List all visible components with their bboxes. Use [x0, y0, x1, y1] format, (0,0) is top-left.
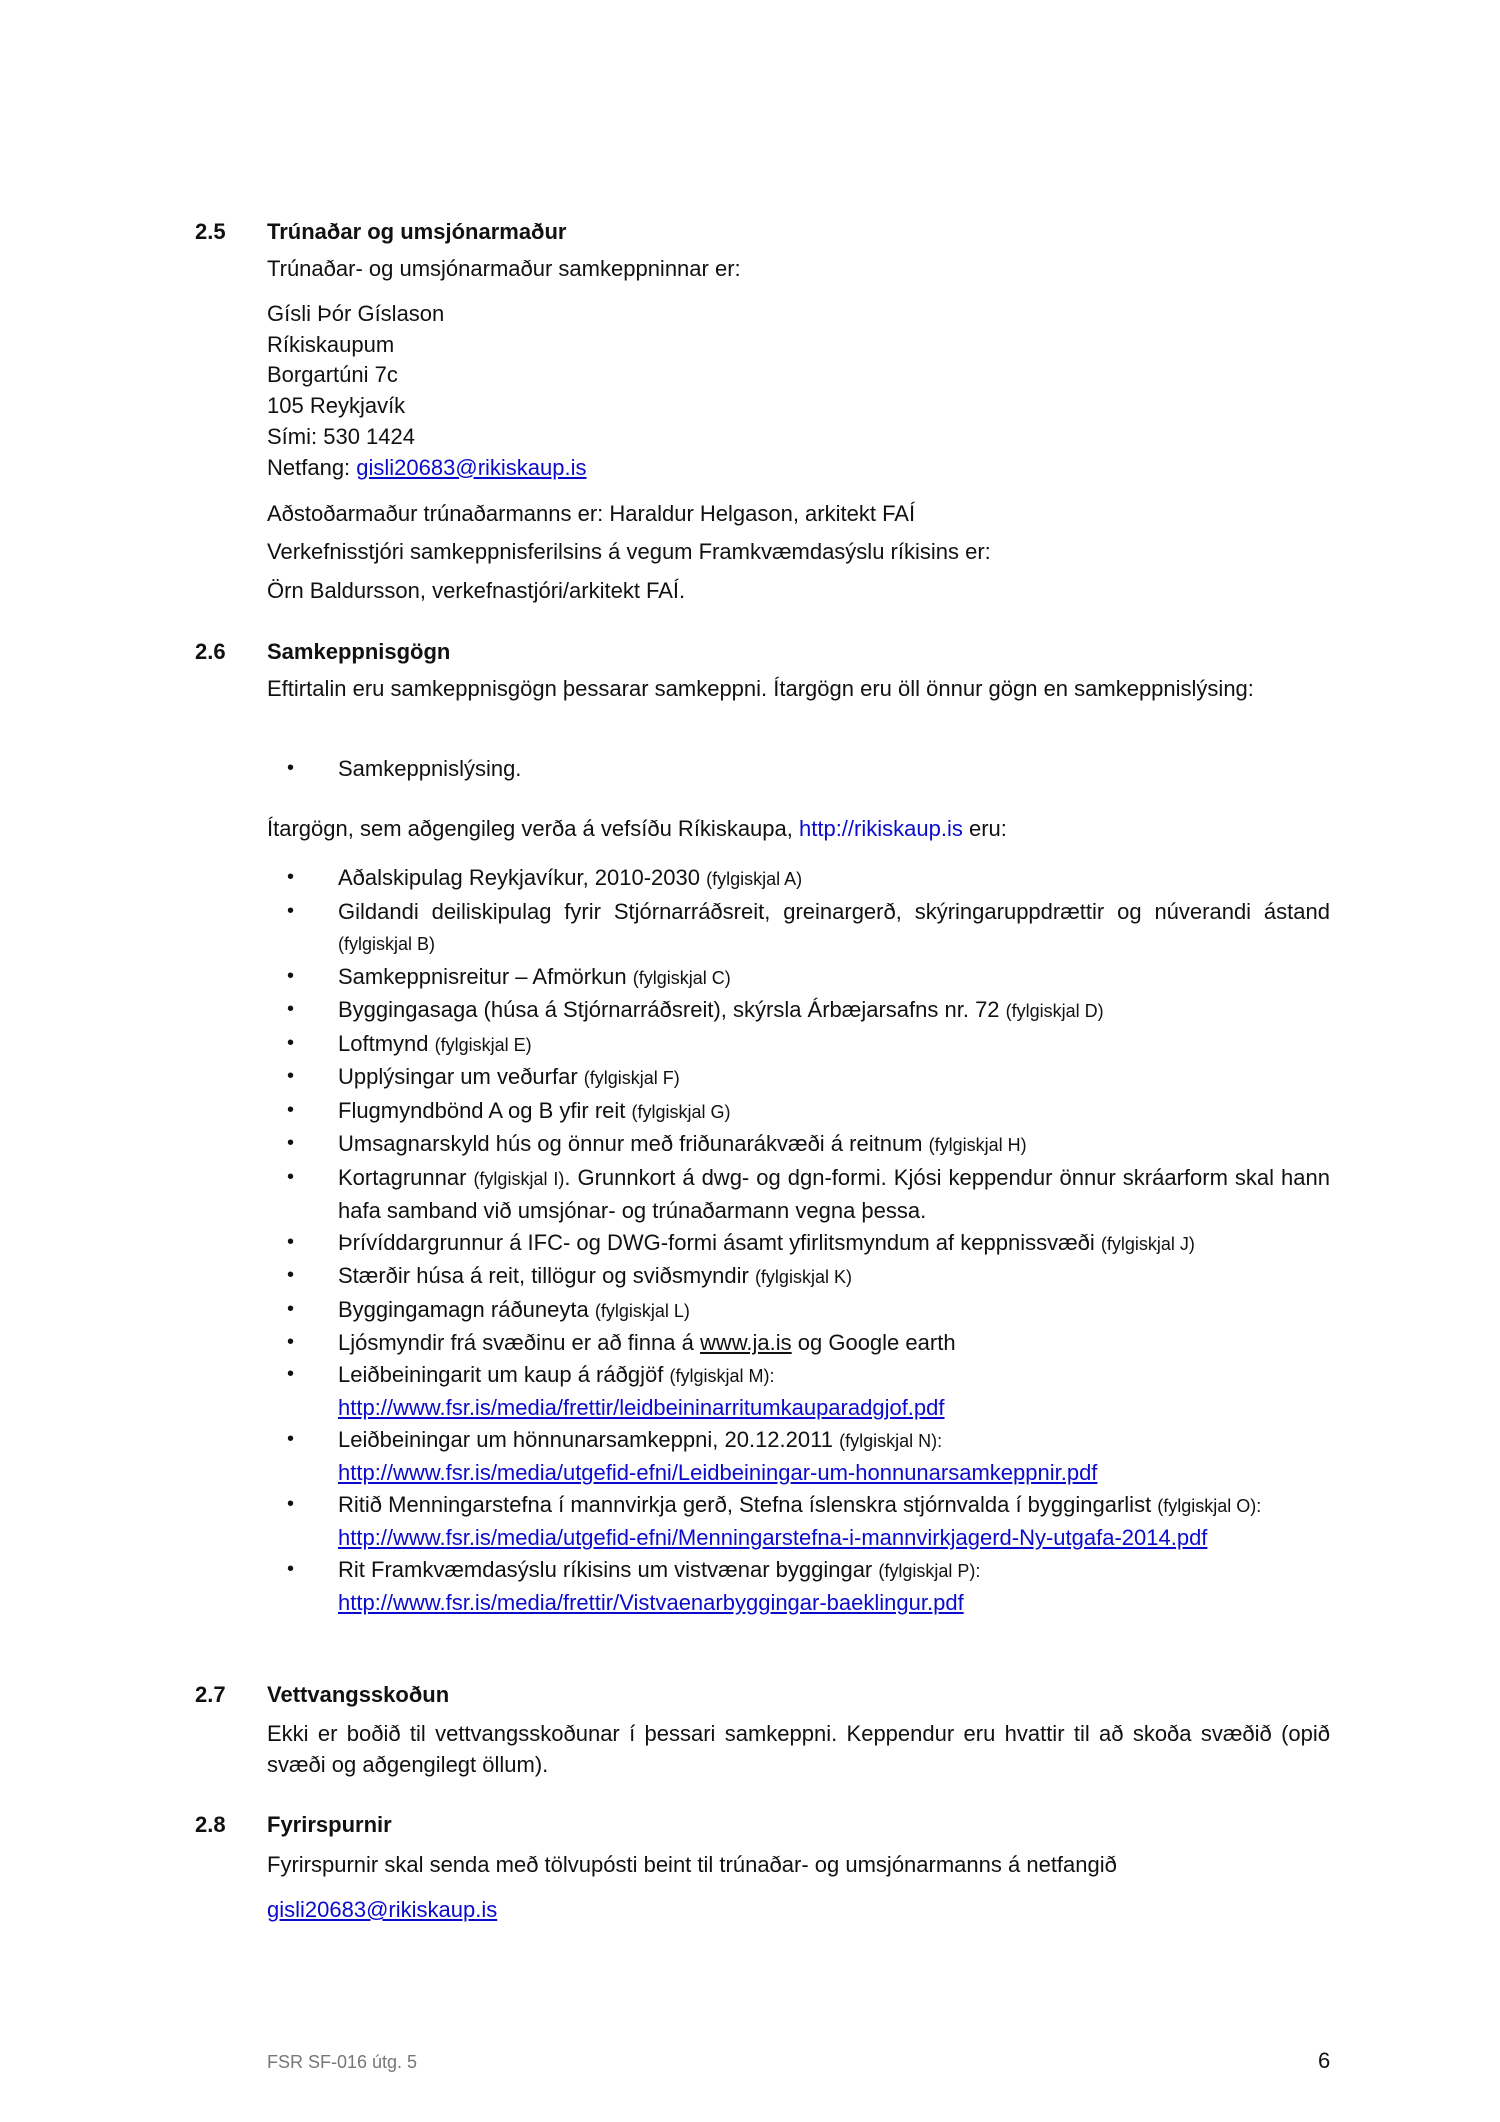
- list-item-text: Stærðir húsa á reit, tillögur og sviðsmyndir: [338, 1263, 755, 1288]
- bullet-icon: •: [287, 1230, 295, 1253]
- attachment-note: (fylgiskjal N):: [839, 1430, 943, 1451]
- bullet-icon: •: [287, 964, 295, 987]
- text: Ítargögn, sem aðgengileg verða á vefsíðu Ríkiskaupa,: [267, 816, 799, 841]
- page-number: 6: [1318, 2048, 1331, 2073]
- attachment-note: (fylgiskjal K): [754, 1267, 852, 1287]
- list-item: [267, 1260, 1330, 1294]
- text: eru:: [962, 816, 1007, 841]
- attachment-note: (fylgiskjal A): [706, 869, 803, 889]
- list-item-text: Leiðbeiningarit um kaup á ráðgjöf: [338, 1361, 670, 1387]
- paragraph: [267, 813, 1330, 844]
- attachment-note: (fylgiskjal L): [594, 1300, 690, 1321]
- bullet-icon: •: [287, 1031, 295, 1054]
- list-item-text: Byggingasaga (húsa á Stjórnarráðsreit), skýrsla Árbæjarsafns nr. 72: [338, 997, 1006, 1022]
- section-heading: Fyrirspurnir: [267, 1812, 392, 1837]
- list-item-text: Loftmynd: [338, 1030, 435, 1056]
- bullet-icon: •: [287, 1492, 295, 1515]
- section-heading: Samkeppnisgögn: [267, 639, 451, 664]
- attachment-note: (fylgiskjal G): [631, 1101, 731, 1122]
- list-item: [267, 1359, 1330, 1424]
- list-item: [267, 1424, 1330, 1489]
- bullet-icon: •: [287, 1132, 295, 1154]
- bullet-icon: •: [287, 1065, 295, 1087]
- list-item: [267, 1162, 1330, 1227]
- list-item: [267, 1028, 1330, 1062]
- list-item-text: Flugmyndbönd A og B yfir reit: [338, 1097, 632, 1123]
- list-item-text: Kortagrunnar: [338, 1164, 474, 1190]
- bullet-icon: •: [287, 899, 295, 922]
- attachment-note: (fylgiskjal D): [1005, 1001, 1104, 1021]
- attachment-note: (fylgiskjal J): [1100, 1233, 1195, 1254]
- list-item: [267, 1554, 1330, 1619]
- email-link[interactable]: gisli20683@rikiskaup.is: [356, 454, 587, 480]
- list-item: [267, 862, 1330, 896]
- list-item: [267, 1327, 1330, 1359]
- attachment-note: (fylgiskjal O):: [1157, 1495, 1262, 1516]
- attachment-note: (fylgiskjal C): [632, 967, 731, 988]
- attachment-note: (fylgiskjal B): [338, 934, 436, 954]
- list-item-text: Gildandi deiliskipulag fyrir Stjórnarráðsreit, greinargerð, skýringaruppdrættir og núverandi ástand: [338, 898, 1330, 924]
- list-item-text: Umsagnarskyld hús og önnur með friðunarákvæði á reitnum: [338, 1131, 929, 1156]
- list-item-text: Samkeppnisreitur – Afmörkun: [338, 963, 633, 989]
- bullet-icon: •: [287, 1297, 295, 1320]
- list-item: [267, 1227, 1330, 1261]
- website-link[interactable]: www.ja.is: [699, 1330, 792, 1355]
- bullet-icon: •: [287, 757, 295, 779]
- list-item-text: Samkeppnislýsing.: [338, 756, 522, 781]
- list-item: [267, 1489, 1330, 1554]
- list-item-text: Byggingamagn ráðuneyta: [338, 1296, 595, 1322]
- list-item-text: og Google earth: [791, 1330, 956, 1355]
- document-link[interactable]: http://www.fsr.is/media/frettir/Vistvaenarbyggingar-baeklingur.pdf: [338, 1590, 964, 1615]
- list-item-text: Leiðbeiningar um hönnunarsamkeppni, 20.12.2011: [338, 1426, 840, 1452]
- list-item-text: Þrívíddargrunnur á IFC- og DWG-formi ásamt yfirlitsmyndum af keppnissvæði: [338, 1229, 1101, 1255]
- address-line: Borgartúni 7c: [267, 362, 398, 388]
- bullet-icon: •: [287, 1264, 295, 1286]
- address-line: Gísli Þór Gíslason: [267, 301, 445, 326]
- paragraph: Fyrirspurnir skal senda með tölvupósti beint til trúnaðar- og umsjónarmanns á netfangið: [267, 1852, 1117, 1877]
- list-item-text: . Grunnkort á dwg- og dgn-formi. Kjósi keppendur önnur skráarform skal hann hafa samband við umsjónar- og trúnaðarmann vegna þessa.: [338, 1164, 1331, 1223]
- rikiskaup-link[interactable]: http://rikiskaup.is: [799, 816, 963, 841]
- document-link[interactable]: http://www.fsr.is/media/frettir/leidbeininarritumkauparadgjof.pdf: [338, 1395, 945, 1420]
- section-number: 2.7: [195, 1682, 226, 1707]
- address-line: Sími: 530 1424: [267, 423, 415, 449]
- footer-doc-id: FSR SF-016 útg. 5: [267, 2052, 418, 2072]
- attachment-note: (fylgiskjal F): [583, 1068, 680, 1088]
- attachment-note: (fylgiskjal M):: [669, 1365, 775, 1386]
- document-link[interactable]: http://www.fsr.is/media/utgefid-efni/Menningarstefna-i-mannvirkjagerd-Ny-utgafa-2014.pdf: [338, 1525, 1208, 1550]
- list-item: [267, 1095, 1330, 1129]
- section-number: 2.5: [195, 219, 226, 244]
- list-item: [267, 1128, 1330, 1162]
- bullet-icon: •: [287, 1362, 295, 1385]
- list-item: [267, 753, 1330, 785]
- email-link[interactable]: gisli20683@rikiskaup.is: [267, 1897, 498, 1922]
- list-item-text: Ljósmyndir frá svæðinu er að finna á: [338, 1330, 700, 1355]
- bullet-icon: •: [287, 866, 295, 888]
- paragraph: Eftirtalin eru samkeppnisgögn þessarar samkeppni. Ítargögn eru öll önnur gögn en samkeppnislýsing:: [267, 676, 1254, 701]
- section-heading: Vettvangsskoðun: [267, 1682, 450, 1707]
- main-doc-list: [267, 753, 1330, 785]
- bullet-icon: •: [287, 1098, 295, 1121]
- bullet-icon: •: [287, 1557, 295, 1580]
- list-item: [267, 994, 1330, 1028]
- paragraph: Ekki er boðið til vettvangsskoðunar í þessari samkeppni. Keppendur eru hvattir til að skoða svæðið (opið svæði og aðgengilegt öllum).: [267, 1721, 1330, 1777]
- address-line: Ríkiskaupum: [267, 331, 395, 357]
- section-heading: Trúnaðar og umsjónarmaður: [267, 219, 567, 244]
- bullet-icon: •: [287, 1165, 295, 1188]
- list-item: [267, 1061, 1330, 1095]
- attachment-list: [267, 862, 1330, 1619]
- list-item-text: Rit Framkvæmdasýslu ríkisins um vistvænar byggingar: [338, 1556, 879, 1582]
- list-item: [267, 896, 1330, 961]
- email-label: Netfang:: [267, 454, 357, 480]
- address-line: 105 Reykjavík: [267, 393, 406, 419]
- section-number: 2.6: [195, 639, 226, 664]
- attachment-note: (fylgiskjal E): [434, 1034, 532, 1055]
- bullet-icon: •: [287, 998, 295, 1020]
- paragraph: Trúnaðar- og umsjónarmaður samkeppninnar er:: [267, 256, 741, 281]
- list-item: [267, 1294, 1330, 1328]
- list-item: [267, 961, 1330, 995]
- list-item-text: Ritið Menningarstefna í mannvirkja gerð, Stefna íslenskra stjórnvalda í byggingarlist: [338, 1491, 1158, 1517]
- paragraph: Örn Baldursson, verkefnastjóri/arkitekt FAÍ.: [267, 578, 686, 603]
- bullet-icon: •: [287, 1331, 295, 1353]
- attachment-note: (fylgiskjal P):: [878, 1560, 981, 1581]
- list-item-text: Upplýsingar um veðurfar: [338, 1064, 584, 1089]
- paragraph: Aðstoðarmaður trúnaðarmanns er: Haraldur Helgason, arkitekt FAÍ: [267, 501, 916, 526]
- bullet-icon: •: [287, 1427, 295, 1450]
- paragraph: Verkefnisstjóri samkeppnisferilsins á vegum Framkvæmdasýslu ríkisins er:: [267, 539, 991, 564]
- list-item-text: Aðalskipulag Reykjavíkur, 2010-2030: [338, 865, 707, 890]
- contact-address: [267, 299, 1330, 483]
- attachment-note: (fylgiskjal I): [473, 1168, 565, 1189]
- attachment-note: (fylgiskjal H): [928, 1135, 1027, 1155]
- section-number: 2.8: [195, 1812, 226, 1837]
- document-link[interactable]: http://www.fsr.is/media/utgefid-efni/Leidbeiningar-um-honnunarsamkeppnir.pdf: [338, 1460, 1098, 1485]
